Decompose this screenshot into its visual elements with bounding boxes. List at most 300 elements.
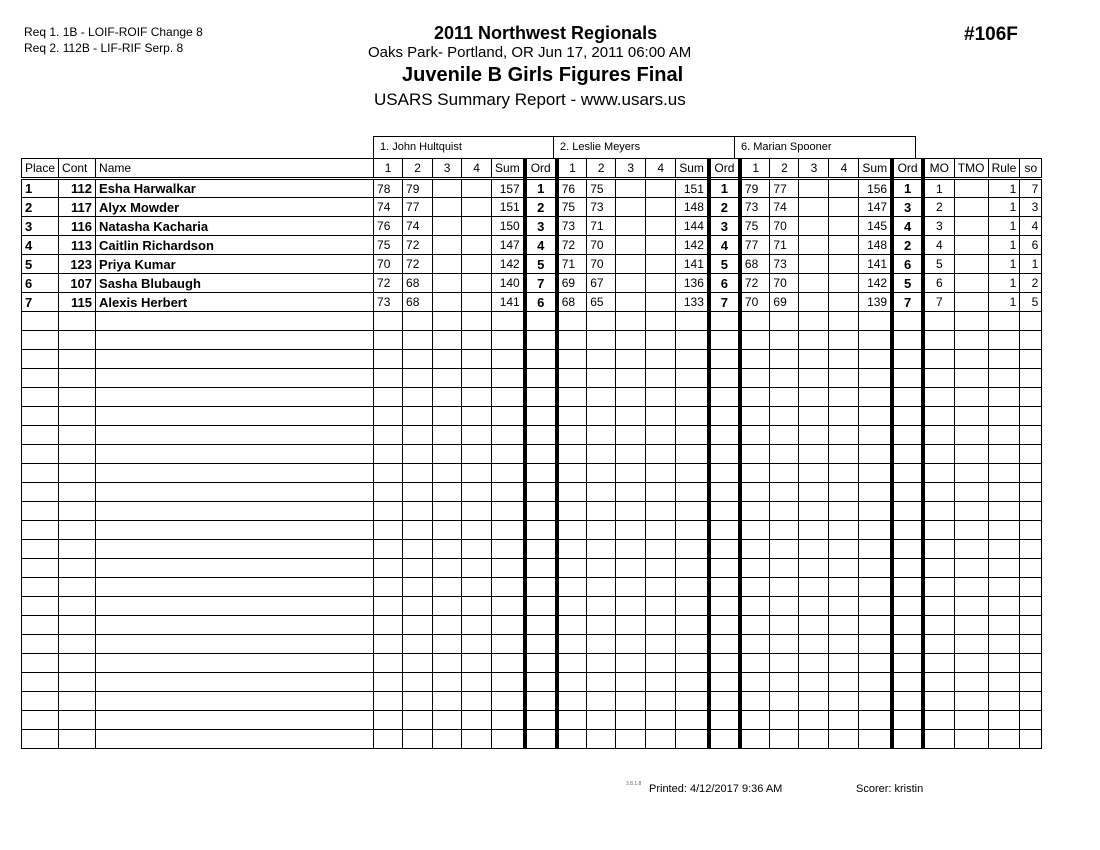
empty-cell — [988, 711, 1020, 730]
j3-score-2-cell: 73 — [770, 255, 799, 274]
empty-cell — [646, 635, 676, 654]
empty-cell — [892, 654, 923, 673]
empty-cell — [892, 407, 923, 426]
empty-cell — [646, 426, 676, 445]
empty-cell — [709, 502, 740, 521]
empty-cell — [988, 388, 1020, 407]
cont-cell: 116 — [59, 217, 96, 236]
so-cell: 5 — [1020, 293, 1042, 312]
empty-cell — [433, 426, 462, 445]
empty-cell — [59, 540, 96, 559]
empty-cell — [587, 616, 616, 635]
empty-cell — [892, 635, 923, 654]
empty-cell — [892, 711, 923, 730]
empty-cell — [433, 654, 462, 673]
empty-cell — [892, 426, 923, 445]
header-row — [22, 159, 1042, 179]
j1-sum-cell: 141 — [492, 293, 525, 312]
empty-cell — [587, 673, 616, 692]
j2-score-3-cell — [616, 217, 646, 236]
empty-cell — [859, 540, 892, 559]
j2-ord-cell: 6 — [709, 274, 740, 293]
empty-cell — [433, 331, 462, 350]
location-date: Oaks Park- Portland, OR Jun 17, 2011 06:00 AM — [368, 44, 692, 61]
empty-cell — [433, 407, 462, 426]
j1-ord-cell: 7 — [525, 274, 557, 293]
empty-cell — [859, 445, 892, 464]
name-cell: Natasha Kacharia — [96, 217, 374, 236]
empty-cell — [892, 730, 923, 749]
empty-cell — [492, 540, 525, 559]
empty-cell — [462, 578, 492, 597]
empty-cell — [616, 521, 646, 540]
j2-score-1-cell: 72 — [557, 236, 587, 255]
empty-cell — [433, 616, 462, 635]
j1-score-3-cell — [433, 217, 462, 236]
empty-cell — [525, 426, 557, 445]
j2-sum-cell: 133 — [676, 293, 709, 312]
empty-cell — [740, 654, 770, 673]
col-j1-ord: Ord — [525, 159, 557, 179]
empty-cell — [462, 673, 492, 692]
empty-cell — [740, 730, 770, 749]
j3-score-1-cell: 70 — [740, 293, 770, 312]
empty-cell — [740, 312, 770, 331]
empty-cell — [740, 559, 770, 578]
j1-score-1-cell: 70 — [374, 255, 403, 274]
j3-score-1-cell: 79 — [740, 179, 770, 198]
empty-cell — [770, 597, 799, 616]
empty-cell — [646, 597, 676, 616]
empty-cell — [59, 369, 96, 388]
empty-cell — [859, 464, 892, 483]
empty-cell — [1020, 521, 1042, 540]
j1-score-1-cell: 74 — [374, 198, 403, 217]
rule-cell: 1 — [988, 217, 1020, 236]
empty-cell — [525, 616, 557, 635]
empty-cell — [403, 483, 433, 502]
empty-cell — [492, 730, 525, 749]
empty-row — [22, 654, 1042, 673]
empty-cell — [433, 730, 462, 749]
col-tmo: TMO — [954, 159, 988, 179]
empty-cell — [859, 597, 892, 616]
empty-cell — [403, 502, 433, 521]
col-j1-3: 3 — [433, 159, 462, 179]
j2-sum-cell: 144 — [676, 217, 709, 236]
empty-cell — [923, 521, 954, 540]
empty-cell — [59, 635, 96, 654]
empty-cell — [525, 407, 557, 426]
empty-cell — [374, 445, 403, 464]
empty-cell — [96, 388, 374, 407]
j1-score-1-cell: 73 — [374, 293, 403, 312]
empty-cell — [557, 445, 587, 464]
empty-cell — [676, 597, 709, 616]
empty-cell — [59, 559, 96, 578]
empty-cell — [587, 483, 616, 502]
empty-cell — [954, 350, 988, 369]
empty-cell — [22, 350, 59, 369]
cont-cell: 107 — [59, 274, 96, 293]
empty-cell — [1020, 388, 1042, 407]
j1-score-3-cell — [433, 198, 462, 217]
j2-score-3-cell — [616, 236, 646, 255]
empty-cell — [374, 350, 403, 369]
empty-cell — [462, 597, 492, 616]
empty-cell — [22, 673, 59, 692]
empty-cell — [22, 616, 59, 635]
empty-cell — [59, 711, 96, 730]
empty-cell — [525, 540, 557, 559]
empty-row — [22, 616, 1042, 635]
empty-cell — [954, 711, 988, 730]
empty-cell — [709, 312, 740, 331]
empty-cell — [433, 369, 462, 388]
empty-cell — [923, 445, 954, 464]
empty-cell — [59, 692, 96, 711]
empty-cell — [525, 369, 557, 388]
empty-cell — [22, 426, 59, 445]
empty-cell — [616, 445, 646, 464]
empty-cell — [646, 388, 676, 407]
col-rule: Rule — [988, 159, 1020, 179]
empty-cell — [646, 331, 676, 350]
j2-score-1-cell: 75 — [557, 198, 587, 217]
empty-cell — [462, 730, 492, 749]
j3-score-2-cell: 70 — [770, 274, 799, 293]
j3-sum-cell: 142 — [859, 274, 892, 293]
j2-score-1-cell: 73 — [557, 217, 587, 236]
empty-cell — [1020, 578, 1042, 597]
judge-header-2: 2. Leslie Meyers — [553, 136, 735, 158]
empty-cell — [525, 578, 557, 597]
empty-cell — [587, 559, 616, 578]
empty-cell — [1020, 673, 1042, 692]
empty-cell — [954, 388, 988, 407]
j1-score-3-cell — [433, 293, 462, 312]
j3-score-4-cell — [829, 179, 859, 198]
empty-cell — [923, 635, 954, 654]
empty-cell — [433, 578, 462, 597]
empty-cell — [587, 464, 616, 483]
empty-cell — [59, 483, 96, 502]
empty-cell — [859, 388, 892, 407]
empty-cell — [557, 426, 587, 445]
empty-cell — [1020, 654, 1042, 673]
empty-cell — [403, 635, 433, 654]
empty-cell — [587, 578, 616, 597]
empty-cell — [709, 616, 740, 635]
empty-cell — [403, 521, 433, 540]
empty-cell — [829, 711, 859, 730]
j1-ord-cell: 4 — [525, 236, 557, 255]
empty-cell — [829, 426, 859, 445]
cont-cell: 123 — [59, 255, 96, 274]
empty-cell — [616, 407, 646, 426]
empty-cell — [988, 369, 1020, 388]
j2-ord-cell: 3 — [709, 217, 740, 236]
empty-cell — [988, 540, 1020, 559]
empty-cell — [587, 369, 616, 388]
empty-cell — [616, 711, 646, 730]
empty-cell — [923, 730, 954, 749]
empty-cell — [59, 597, 96, 616]
empty-cell — [462, 692, 492, 711]
empty-cell — [374, 312, 403, 331]
empty-cell — [676, 407, 709, 426]
empty-cell — [22, 483, 59, 502]
tmo-cell — [954, 217, 988, 236]
j2-score-3-cell — [616, 179, 646, 198]
j2-ord-cell: 4 — [709, 236, 740, 255]
empty-cell — [676, 692, 709, 711]
empty-cell — [22, 369, 59, 388]
j1-score-2-cell: 72 — [403, 236, 433, 255]
place-cell: 2 — [22, 198, 59, 217]
empty-cell — [954, 559, 988, 578]
empty-row — [22, 445, 1042, 464]
name-cell: Caitlin Richardson — [96, 236, 374, 255]
empty-cell — [374, 483, 403, 502]
j3-score-3-cell — [799, 274, 829, 293]
empty-cell — [433, 350, 462, 369]
empty-cell — [587, 635, 616, 654]
empty-cell — [525, 502, 557, 521]
empty-cell — [374, 464, 403, 483]
j3-ord-cell: 2 — [892, 236, 923, 255]
empty-cell — [646, 312, 676, 331]
j3-sum-cell: 156 — [859, 179, 892, 198]
rule-cell: 1 — [988, 236, 1020, 255]
empty-cell — [492, 673, 525, 692]
empty-cell — [829, 388, 859, 407]
empty-cell — [988, 654, 1020, 673]
empty-cell — [59, 730, 96, 749]
j1-score-4-cell — [462, 198, 492, 217]
empty-cell — [740, 464, 770, 483]
name-cell: Sasha Blubaugh — [96, 274, 374, 293]
empty-cell — [892, 331, 923, 350]
empty-cell — [770, 388, 799, 407]
empty-cell — [433, 635, 462, 654]
tmo-cell — [954, 198, 988, 217]
so-cell: 3 — [1020, 198, 1042, 217]
rule-cell: 1 — [988, 293, 1020, 312]
empty-cell — [892, 369, 923, 388]
j2-score-4-cell — [646, 179, 676, 198]
empty-cell — [954, 521, 988, 540]
empty-cell — [799, 654, 829, 673]
empty-cell — [374, 502, 403, 521]
j1-score-4-cell — [462, 255, 492, 274]
j1-sum-cell: 157 — [492, 179, 525, 198]
empty-cell — [492, 654, 525, 673]
empty-cell — [22, 654, 59, 673]
tmo-cell — [954, 255, 988, 274]
empty-cell — [22, 578, 59, 597]
empty-cell — [988, 407, 1020, 426]
empty-cell — [799, 483, 829, 502]
j2-score-4-cell — [646, 293, 676, 312]
empty-cell — [988, 635, 1020, 654]
empty-cell — [587, 426, 616, 445]
empty-cell — [770, 692, 799, 711]
empty-cell — [492, 502, 525, 521]
empty-cell — [770, 521, 799, 540]
empty-row — [22, 388, 1042, 407]
j3-score-4-cell — [829, 198, 859, 217]
empty-cell — [676, 673, 709, 692]
empty-cell — [557, 502, 587, 521]
empty-cell — [557, 730, 587, 749]
mo-cell: 7 — [923, 293, 954, 312]
empty-cell — [374, 597, 403, 616]
empty-cell — [22, 730, 59, 749]
empty-cell — [923, 578, 954, 597]
col-j3-3: 3 — [799, 159, 829, 179]
empty-cell — [587, 540, 616, 559]
event-number: #106F — [964, 24, 1018, 45]
col-j2-1: 1 — [557, 159, 587, 179]
tmo-cell — [954, 274, 988, 293]
empty-cell — [587, 388, 616, 407]
j1-score-3-cell — [433, 236, 462, 255]
empty-cell — [96, 407, 374, 426]
empty-cell — [96, 692, 374, 711]
empty-cell — [646, 464, 676, 483]
empty-cell — [988, 673, 1020, 692]
j1-score-4-cell — [462, 179, 492, 198]
empty-cell — [770, 312, 799, 331]
empty-cell — [770, 559, 799, 578]
empty-cell — [462, 312, 492, 331]
j2-score-1-cell: 68 — [557, 293, 587, 312]
j3-score-3-cell — [799, 255, 829, 274]
requirement-2: Req 2. 112B - LIF-RIF Serp. 8 — [24, 41, 184, 55]
empty-cell — [492, 578, 525, 597]
empty-cell — [616, 350, 646, 369]
empty-cell — [1020, 312, 1042, 331]
empty-cell — [22, 559, 59, 578]
empty-cell — [96, 502, 374, 521]
empty-cell — [740, 673, 770, 692]
empty-cell — [492, 464, 525, 483]
empty-cell — [462, 635, 492, 654]
empty-cell — [646, 711, 676, 730]
col-cont: Cont — [59, 159, 96, 179]
empty-cell — [22, 464, 59, 483]
j3-score-1-cell: 75 — [740, 217, 770, 236]
mo-cell: 3 — [923, 217, 954, 236]
empty-cell — [433, 483, 462, 502]
judge-header-3: 6. Marian Spooner — [734, 136, 916, 158]
cont-cell: 113 — [59, 236, 96, 255]
empty-cell — [954, 616, 988, 635]
empty-cell — [96, 597, 374, 616]
empty-cell — [525, 483, 557, 502]
empty-cell — [676, 369, 709, 388]
empty-cell — [96, 654, 374, 673]
empty-cell — [859, 483, 892, 502]
empty-cell — [740, 692, 770, 711]
empty-cell — [374, 654, 403, 673]
empty-cell — [740, 502, 770, 521]
empty-cell — [829, 730, 859, 749]
empty-cell — [646, 540, 676, 559]
j1-sum-cell: 151 — [492, 198, 525, 217]
empty-cell — [859, 616, 892, 635]
empty-cell — [859, 559, 892, 578]
empty-cell — [740, 426, 770, 445]
j3-ord-cell: 4 — [892, 217, 923, 236]
j3-score-2-cell: 77 — [770, 179, 799, 198]
place-cell: 6 — [22, 274, 59, 293]
empty-cell — [988, 521, 1020, 540]
empty-cell — [59, 654, 96, 673]
mo-cell: 6 — [923, 274, 954, 293]
empty-cell — [892, 540, 923, 559]
empty-cell — [403, 673, 433, 692]
so-cell: 4 — [1020, 217, 1042, 236]
empty-cell — [96, 464, 374, 483]
empty-cell — [525, 711, 557, 730]
place-cell: 5 — [22, 255, 59, 274]
empty-cell — [829, 635, 859, 654]
table-row — [22, 198, 1042, 217]
printed-timestamp: Printed: 4/12/2017 9:36 AM — [649, 783, 783, 795]
empty-cell — [646, 502, 676, 521]
empty-cell — [557, 312, 587, 331]
empty-cell — [1020, 464, 1042, 483]
empty-cell — [770, 483, 799, 502]
empty-cell — [923, 483, 954, 502]
empty-cell — [892, 673, 923, 692]
empty-cell — [525, 521, 557, 540]
rule-cell: 1 — [988, 179, 1020, 198]
j3-score-3-cell — [799, 293, 829, 312]
j1-ord-cell: 1 — [525, 179, 557, 198]
empty-cell — [374, 578, 403, 597]
empty-cell — [22, 692, 59, 711]
j2-sum-cell: 151 — [676, 179, 709, 198]
empty-cell — [96, 369, 374, 388]
empty-cell — [462, 616, 492, 635]
empty-cell — [492, 521, 525, 540]
empty-cell — [770, 654, 799, 673]
empty-cell — [433, 559, 462, 578]
col-j2-3: 3 — [616, 159, 646, 179]
empty-cell — [557, 578, 587, 597]
empty-cell — [587, 654, 616, 673]
empty-cell — [799, 578, 829, 597]
empty-cell — [557, 483, 587, 502]
empty-cell — [892, 350, 923, 369]
empty-cell — [799, 445, 829, 464]
j3-score-4-cell — [829, 293, 859, 312]
empty-cell — [1020, 616, 1042, 635]
empty-cell — [709, 331, 740, 350]
empty-cell — [616, 464, 646, 483]
empty-cell — [829, 616, 859, 635]
empty-cell — [676, 559, 709, 578]
empty-cell — [433, 521, 462, 540]
empty-cell — [587, 597, 616, 616]
empty-cell — [557, 521, 587, 540]
empty-cell — [433, 673, 462, 692]
empty-cell — [557, 559, 587, 578]
empty-cell — [770, 540, 799, 559]
